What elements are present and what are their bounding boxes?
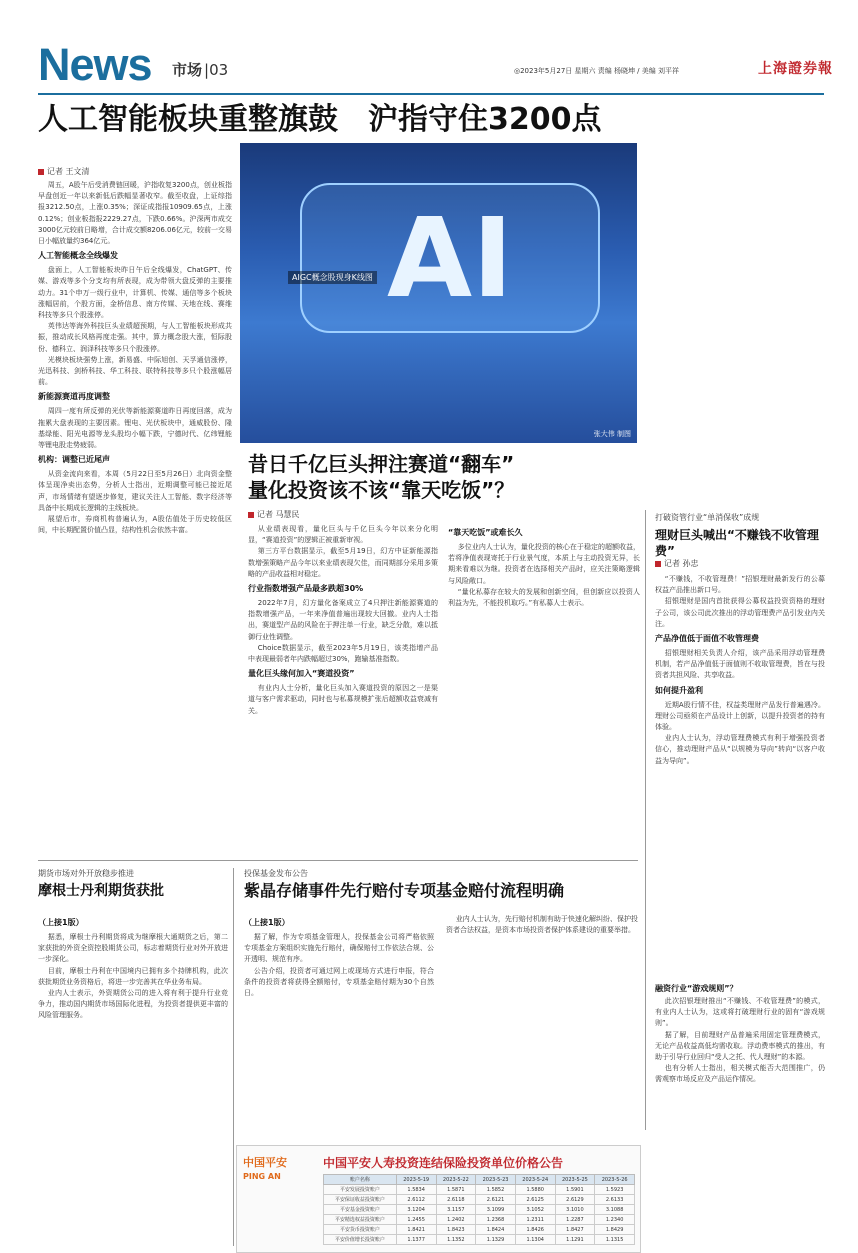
table-cell: 1.8423 — [436, 1225, 476, 1235]
table-cell: 1.8427 — [555, 1225, 595, 1235]
table-cell: 1.5923 — [595, 1185, 635, 1195]
table-header: 2023-5-26 — [595, 1175, 635, 1185]
table-cell: 3.1052 — [515, 1205, 555, 1215]
table-cell: 平安发展投资账户 — [324, 1185, 397, 1195]
masthead-brand: News — [38, 39, 152, 90]
photo-caption: AIGC概念股现身K线图 — [288, 271, 377, 284]
fund-article-col1: （上接1版） 据了解，作为专项基金管理人，投保基金公司将严格依照专项基金方案组织实施先行赔付，确保赔付工作依法合规、公开透明、规范有序。 公告介绍，投资者可通过网上或现场方式进行申报，符合条件的投资者将获得全额赔付，专项基金赔付期为30个自然日。 — [244, 918, 434, 998]
table-cell: 1.1377 — [396, 1235, 436, 1245]
table-cell: 平安货币投资账户 — [324, 1225, 397, 1235]
table-header: 2023-5-24 — [515, 1175, 555, 1185]
table-cell: 1.5901 — [555, 1185, 595, 1195]
table-cell: 2.6129 — [555, 1195, 595, 1205]
table-cell: 1.2340 — [595, 1215, 635, 1225]
table-cell: 1.8424 — [476, 1225, 516, 1235]
table-cell: 平安保证收益投资账户 — [324, 1195, 397, 1205]
column-divider-2 — [233, 868, 234, 1246]
middle-byline: 记者 马慧民 — [248, 511, 300, 519]
section-name: 市场 |03 — [172, 61, 229, 79]
table-row — [324, 1225, 635, 1235]
table-cell: 3.1099 — [476, 1205, 516, 1215]
table-cell: 1.5834 — [396, 1185, 436, 1195]
table-cell: 1.8429 — [595, 1225, 635, 1235]
price-table — [323, 1174, 635, 1245]
table-row — [324, 1215, 635, 1225]
column-divider — [645, 510, 646, 1130]
table-cell: 1.5880 — [515, 1185, 555, 1195]
lead-article: 周五，A股午后受消费链回暖，沪指收复3200点，创业板指早盘创近一年以来新低后跌幅显著收窄。截至收盘，上证综指报3212.50点，上涨0.35%；深证成指报10909.65点，上涨0.12%；创业板指报2229.27点，下跌0.66%。沪深两市成交3000亿元较前日略增，合计成交额8206.06亿元，较前一交易日小幅放量约364亿元。 人工智能概念全线爆发 盘面上，人工智能板块昨日午后全线爆发，ChatGPT、传媒、游戏等多个分支均有所表现，成为带领大盘反弹的主要推动力。31个申万一级行业中，计算机、传媒、通信等多个板块涨幅居前，个股方面，金桥信息、南方传媒、天地在线、赛维科技等多只个股涨停。 英伟达等海外科技巨头业绩超预期，与人工智能板块形成共振，推动成长风格再度走强。其中，算力概念股大涨，恒际股份、德科立、润泽科技等多只个股涨停。 光模块板块强势上涨，新易盛、中际旭创、天孚通信涨停，光迅科技、剑桥科技、华工科技、联特科技等多只个股涨幅居前。 新能源赛道再度调整 周四一度有所反弹的光伏等新能源赛道昨日再度回落，成为拖累大盘表现的主要因素。锂电、光伏板块中，通威股份、隆基绿能、阳光电源等龙头股均小幅下跌，宁德时代、亿纬锂能等锂电股走势疲弱。 机构：调整已近尾声 从资金流向来看，本周（5月22日至5月26日）北向资金整体呈现净卖出态势，分析人士指出，近期调整可能已接近尾声，市场情绪有望逐步修复，建议关注人工智能、数字经济等具备中长期成长逻辑的主线板块。 展望后市，券商机构普遍认为，A股估值处于历史较低区间，中长期配置价值凸显，结构性机会依然丰富。 — [38, 181, 232, 535]
table-cell: 2.6125 — [515, 1195, 555, 1205]
table-cell: 1.2287 — [555, 1215, 595, 1225]
ai-graphic: AI — [300, 183, 600, 333]
futures-article-head: 期货市场对外开放稳步推进 摩根士丹利期货获批 — [38, 869, 164, 899]
rules-article-head: 融资行业“游戏规则”？ — [655, 984, 738, 993]
middle-article-col1: 从业绩表现看，量化巨头与千亿巨头今年以来分化明显，“赛道投资”的逻辑正被重新审视。 第三方平台数据显示，截至5月19日，幻方中证新能源指数增强策略产品今年以来业绩表现欠佳，而同期部分采用多策略的产品收益相对稳定。 行业指数增强产品最多跌超30% 2022年7月，幻方量化备案成立了4只押注新能源赛道的指数增强产品，一年来净值普遍出现较大回撤。业内人士指出，赛道型产品的风险在于押注单一行业，缺乏分散，难以抵御行业性调整。 Choice数据显示，截至2023年5月19日，该类指增产品中表现最弱者年内跌幅超过30%，跑输基准指数。 量化巨头缘何加入“赛道投资” 有业内人士分析，量化巨头加入赛道投资的原因之一是渠道与客户需求驱动，同时也与私募规模扩张后超额收益衰减有关。 — [248, 525, 438, 715]
table-header: 账户名称 — [324, 1175, 397, 1185]
table-cell: 1.2402 — [436, 1215, 476, 1225]
table-cell: 1.8421 — [396, 1225, 436, 1235]
table-row — [324, 1185, 635, 1195]
rules-article: 此次招银理财推出“不赚钱、不收管理费”的模式，有业内人士认为，这或将打破理财行业的固有“游戏规则”。 据了解，目前理财产品普遍采用固定管理费模式，无论产品收益高低均需收取。浮动费率模式的推出，有助于引导行业回归“受人之托、代人理财”的本源。 也有分析人士指出，相关模式能否大范围推广，仍需观察市场反应及产品运作情况。 — [655, 997, 825, 1084]
table-cell: 1.1315 — [595, 1235, 635, 1245]
table-row — [324, 1235, 635, 1245]
table-cell: 1.5871 — [436, 1185, 476, 1195]
table-cell: 1.2455 — [396, 1215, 436, 1225]
middle-article-col2: “靠天吃饭”或难长久 多位业内人士认为，量化投资的核心在于稳定的超额收益，若将净值表现寄托于行业景气度，本质上与主动投资无异，长期来看难以为继。投资者在选择相关产品时，应关注策略逻辑与风险敞口。 “量化私募存在较大的发展和创新空间，但创新应以投资人利益为先，不能投机取巧。”有私募人士表示。 — [448, 528, 640, 608]
fund-article-col2: 业内人士认为，先行赔付机制有助于快速化解纠纷、保护投资者合法权益，是资本市场投资者保护体系建设的重要举措。 — [446, 915, 638, 935]
table-cell: 1.8426 — [515, 1225, 555, 1235]
table-cell: 1.5852 — [476, 1185, 516, 1195]
table-cell: 2.6133 — [595, 1195, 635, 1205]
table-header: 2023-5-19 — [396, 1175, 436, 1185]
lead-byline: 记者 王文清 — [38, 168, 90, 176]
section-divider — [38, 860, 638, 861]
fund-article-head: 投保基金发布公告 紫晶存储事件先行赔付专项基金赔付流程明确 — [244, 869, 565, 900]
right-article: “不赚钱，不收管理费！”招银理财最新发行的公募权益产品推出新口号。 招银理财是国内首批获得公募权益投资资格的理财子公司，该公司此次推出的浮动管理费产品引发业内关注。 产品净值低于面值不收管理费 招银理财相关负责人介绍，该产品采用浮动管理费机制，若产品净值低于面值则不收取管理费，旨在与投资者共担风险、共享收益。 如何提升盈利 近期A股行情不佳，权益类理财产品发行普遍遇冷。理财公司亟须在产品设计上创新，以提升投资者的持有体验。 业内人士认为，浮动管理费模式有利于增强投资者信心，推动理财产品从“以规模为导向”转向“以客户收益为导向”。 — [655, 575, 825, 765]
table-cell: 1.1352 — [436, 1235, 476, 1245]
table-cell: 3.1088 — [595, 1205, 635, 1215]
table-cell: 平安价值增长投资账户 — [324, 1235, 397, 1245]
right-article-head: 打破资管行业“单消保收”成规 理财巨头喊出“不赚钱不收管理费” — [655, 513, 819, 558]
middle-headline: 昔日千亿巨头押注赛道“翻车” 量化投资该不该“靠天吃饭”？ — [248, 452, 515, 502]
table-row — [324, 1195, 635, 1205]
table-cell: 1.1304 — [515, 1235, 555, 1245]
ad-title: 中国平安人寿投资连结保险投资单位价格公告 — [323, 1156, 564, 1170]
table-header: 2023-5-23 — [476, 1175, 516, 1185]
photo-credit: 张大伟 制图 — [593, 430, 631, 438]
table-cell: 1.2368 — [476, 1215, 516, 1225]
table-cell: 1.2311 — [515, 1215, 555, 1225]
pingan-logo: 中国平安 PING AN — [243, 1156, 287, 1181]
masthead-rule — [38, 93, 824, 95]
table-cell: 1.1291 — [555, 1235, 595, 1245]
main-headline: 人工智能板块重整旗鼓 沪指守住3200点 — [38, 102, 602, 137]
newspaper-logo: 上海證券報 — [758, 61, 833, 77]
ai-photo — [240, 143, 637, 443]
table-cell: 2.6112 — [396, 1195, 436, 1205]
futures-article: （上接1版） 据悉，摩根士丹利期货将成为继摩根大通期货之后，第二家获批的外资全资控股期货公司，标志着期货行业对外开放进一步深化。 目前，摩根士丹利在中国境内已拥有多个持牌机构，此次获批期货业务资格后，将进一步完善其在华业务布局。 业内人士表示，外资期货公司的进入将有利于提升行业竞争力，推动国内期货市场国际化进程，为投资者提供更丰富的风险管理服务。 — [38, 918, 228, 1020]
pingan-ad — [236, 1145, 641, 1253]
right-byline: 记者 孙忠 — [655, 560, 699, 568]
table-cell: 2.6121 — [476, 1195, 516, 1205]
table-cell: 1.1329 — [476, 1235, 516, 1245]
table-cell: 3.1157 — [436, 1205, 476, 1215]
table-header: 2023-5-25 — [555, 1175, 595, 1185]
table-cell: 平安精选权益投资账户 — [324, 1215, 397, 1225]
table-cell: 3.1010 — [555, 1205, 595, 1215]
table-row — [324, 1205, 635, 1215]
table-cell: 3.1204 — [396, 1205, 436, 1215]
issue-meta: ◎2023年5月27日 星期六 责编 杨晓坤 / 美编 刘平祥 — [514, 67, 679, 75]
table-cell: 平安基金投资账户 — [324, 1205, 397, 1215]
table-cell: 2.6118 — [436, 1195, 476, 1205]
table-header: 2023-5-22 — [436, 1175, 476, 1185]
